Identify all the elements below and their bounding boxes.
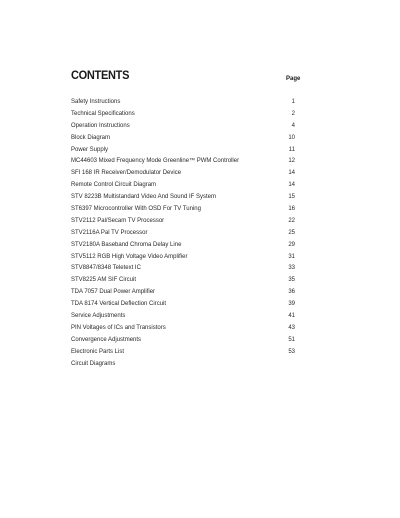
- toc-entry: [71, 311, 301, 323]
- toc-entry: [71, 252, 301, 264]
- toc-entry-page-number: 4: [291, 122, 295, 129]
- toc-entry-title: ST6397 Microcontroller With OSD For TV Tuning: [71, 206, 201, 213]
- toc-entry-title: TDA 7057 Dual Power Amplifier: [71, 289, 156, 296]
- toc-entry-page-number: 53: [288, 348, 295, 355]
- page-column-header: Page: [286, 76, 301, 82]
- toc-entry-title: STV2180A Baseband Chroma Delay Line: [71, 241, 182, 248]
- toc-entry-title: PIN Voltages of ICs and Transistors: [71, 324, 166, 331]
- toc-entry: [71, 299, 301, 311]
- toc-entry-title: Block Diagram: [71, 134, 111, 141]
- toc-entry-title: Convergence Adjustments: [71, 336, 142, 343]
- toc-entry: [71, 359, 301, 371]
- toc-entry: [71, 97, 301, 109]
- toc-entry-page-number: 2: [291, 110, 295, 117]
- toc-entry-title: Power Supply: [71, 146, 109, 153]
- toc-entry: [71, 192, 301, 204]
- toc-entry-page-number: 12: [288, 158, 295, 165]
- toc-entry-title: STV8225 AM SIF Circuit: [71, 277, 137, 284]
- toc-entry-page-number: 35: [288, 277, 295, 284]
- toc-entry-title: TDA 8174 Vertical Deflection Circuit: [71, 301, 167, 308]
- toc-entry: [71, 109, 301, 121]
- toc-entry: [71, 204, 301, 216]
- toc-entry-page-number: 33: [288, 265, 295, 272]
- toc-entry-title: MC44603 Mixed Frequency Mode Greenline™ PWM Controller: [71, 158, 240, 165]
- contents-title: CONTENTS: [71, 69, 130, 83]
- toc-entry-page-number: 10: [288, 134, 295, 141]
- toc-entry-page-number: 22: [288, 217, 295, 224]
- toc-entry-title: Electronic Parts List: [71, 348, 125, 355]
- toc-entry-page-number: 14: [288, 170, 295, 177]
- toc-entry-page-number: 51: [288, 336, 295, 343]
- toc-entry-page-number: 25: [288, 229, 295, 236]
- toc-entry-page-number: 41: [288, 313, 295, 320]
- toc-entry: [71, 216, 301, 228]
- toc-entry: [71, 121, 301, 133]
- toc-entry-title: STV5112 RGB High Voltage Video Amplifier: [71, 253, 188, 260]
- toc-entry-page-number: 39: [288, 301, 295, 308]
- toc-entry-page-number: 11: [288, 146, 295, 153]
- toc-entry-title: Technical Specifications: [71, 110, 135, 117]
- toc-entry: [71, 263, 301, 275]
- toc-entry: [71, 287, 301, 299]
- toc-entry-page-number: 43: [288, 324, 295, 331]
- toc-entry: [71, 133, 301, 145]
- toc-entry-title: SFI 168 IR Receiver/Demodulator Device: [71, 170, 182, 177]
- toc-entry-page-number: 31: [288, 253, 295, 260]
- toc-entry-page-number: 16: [288, 206, 295, 213]
- toc-entry-title: Remote Control Circuit Diagram: [71, 182, 157, 189]
- toc-entry-page-number: 1: [291, 99, 295, 105]
- toc-entry-title: Safety Instructions: [71, 99, 121, 105]
- toc-entry: [71, 156, 301, 168]
- toc-entry-page-number: 15: [288, 194, 295, 201]
- toc-entry: [71, 347, 301, 359]
- table-of-contents: [71, 97, 301, 370]
- toc-entry-title: STV 8223B Multistandard Video And Sound IF System: [71, 194, 216, 201]
- toc-entry-page-number: 14: [288, 182, 295, 189]
- toc-entry-title: STV2116A Pal TV Processor: [71, 229, 148, 236]
- toc-entry: [71, 323, 301, 335]
- toc-entry-title: STV8847/8348 Teletext IC: [71, 265, 141, 272]
- toc-entry: [71, 228, 301, 240]
- toc-entry-title: Circuit Diagrams: [71, 360, 116, 367]
- toc-entry-page-number: 29: [288, 241, 295, 248]
- toc-entry: [71, 275, 301, 287]
- toc-entry: [71, 168, 301, 180]
- toc-entry-title: Service Adjustments: [71, 313, 126, 320]
- toc-entry: [71, 240, 301, 252]
- toc-entry-title: STV2112 Pal/Secam TV Processor: [71, 217, 165, 224]
- toc-entry: [71, 145, 301, 157]
- toc-entry-title: Operation Instructions: [71, 122, 130, 129]
- toc-entry: [71, 335, 301, 347]
- toc-entry-page-number: 36: [288, 289, 295, 296]
- toc-entry: [71, 180, 301, 192]
